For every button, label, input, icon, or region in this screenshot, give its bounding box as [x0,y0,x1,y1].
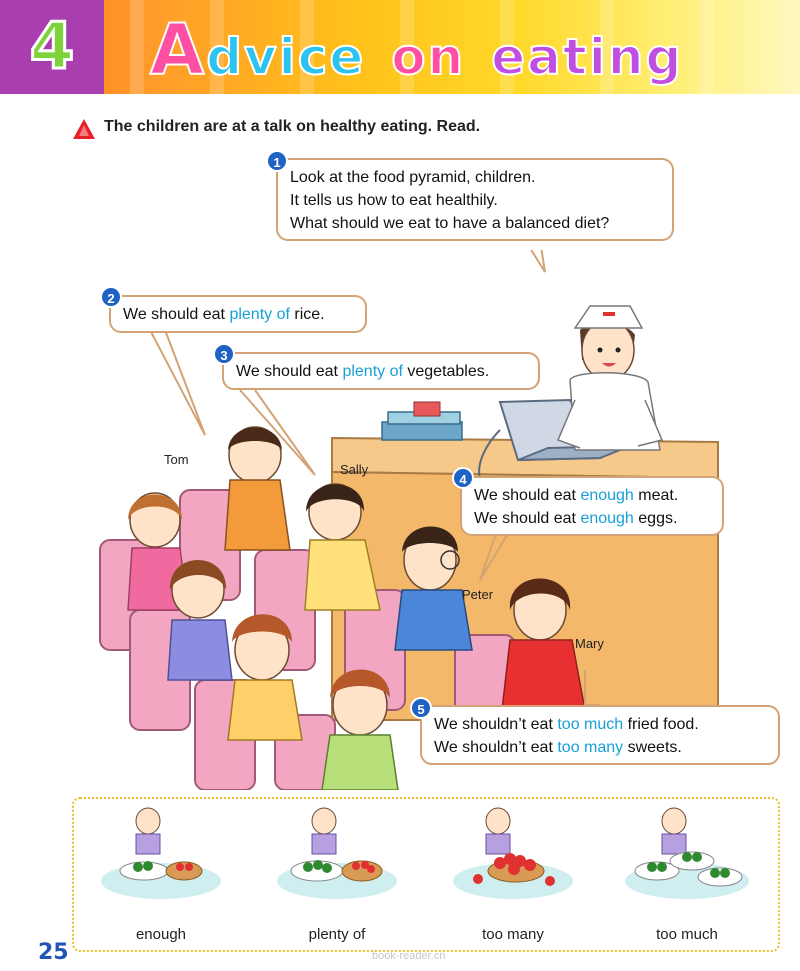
instruction-text: The children are at a talk on healthy eating. Read. [104,118,481,135]
bubble-5-line-2: We shouldn’t eat too many sweets. [434,739,682,756]
vocab-label: plenty of [308,926,366,943]
title-word-1: dvice [206,28,366,86]
bubble-2-text: We should eat [123,306,230,323]
vocab-illustration-too-much [612,799,762,914]
name-label-mary: Mary [575,636,604,651]
bubble-3-text-end: vegetables. [402,363,490,380]
title-first-letter: A [150,9,207,91]
bubble-5-line-1: We shouldn’t eat too much fried food. [434,716,699,733]
vocab-label: too much [656,926,718,943]
books [382,402,462,440]
vocab-item-too-much [612,799,762,949]
vocab-label: enough [135,926,187,943]
vocab-illustration-enough [86,799,236,914]
speech-bubble-4 [460,476,724,536]
vocab-illustration-too-many [438,799,588,914]
bubble-2-highlight: plenty of [229,306,290,323]
watermark: book-reader.cn [372,950,446,962]
page-number: 25 [38,940,69,965]
unit-number-box [0,0,104,94]
bubble-1-line-1: Look at the food pyramid, children. [290,169,536,186]
vocab-item-plenty-of [262,799,412,949]
unit-number: 4 [29,10,75,84]
bubble-4-line-2: We should eat enough eggs. [474,510,678,527]
title-word-2: on [391,28,466,86]
name-label-sally: Sally [340,462,369,477]
bubble-4-line-1: We should eat enough meat. [474,487,679,504]
bubble-1-line-2: It tells us how to eat healthily. [290,192,498,209]
bubble-number-badge: 5 [410,697,432,719]
bubble-3-highlight: plenty of [342,363,403,380]
name-label-tom: Tom [164,452,189,467]
bubble-3-text: We should eat [236,363,343,380]
bubble-number-badge: 3 [213,343,235,365]
speech-bubble-2 [109,295,367,333]
red-triangle-icon [72,118,96,140]
bubble-1-line-3: What should we eat to have a balanced diet? [290,215,610,232]
vocabulary-strip [72,797,780,952]
bubble-number-badge: 1 [266,150,288,172]
page-title [150,10,683,90]
bubble-number-badge: 2 [100,286,122,308]
speech-bubble-3 [222,352,540,390]
vocab-illustration-plenty-of [262,799,412,914]
bubble-2-text-end: rice. [289,306,325,323]
speech-bubble-5 [420,705,780,765]
speech-bubble-1 [276,158,674,241]
tom-student [225,427,290,550]
vocab-item-too-many [438,799,588,949]
curly-girl-student [168,560,232,680]
vocab-item-enough [86,799,236,949]
vocab-label: too many [482,926,544,943]
bubble-number-badge: 4 [452,467,474,489]
title-word-3: eating [491,28,684,86]
name-label-peter: Peter [462,587,494,602]
nurse-teacher [558,306,662,450]
